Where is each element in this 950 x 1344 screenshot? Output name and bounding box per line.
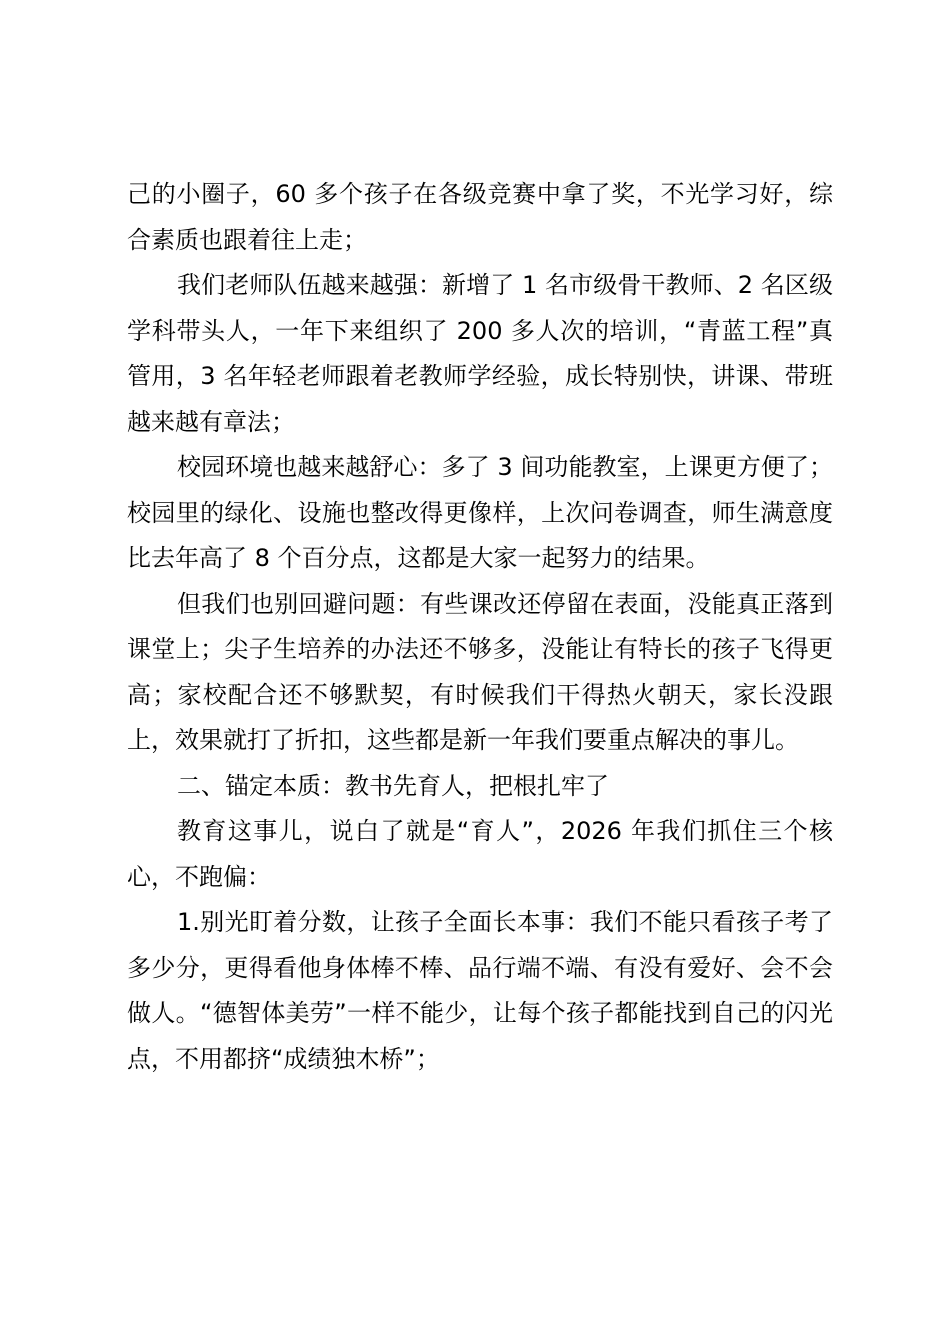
document-body xyxy=(127,172,833,1082)
paragraph-point-1: 1.别光盯着分数，让孩子全面长本事：我们不能只看孩子考了多少分，更得看他身体棒不棒、品行端不端、有没有爱好、会不会做人。“德智体美劳”一样不能少，让每个孩子都能找到自己的闪光点，不用都挤“成绩独木桥”； xyxy=(127,908,833,1073)
paragraph-campus: 校园环境也越来越舒心：多了 3 间功能教室，上课更方便了；校园里的绿化、设施也整改得更像样，上次问卷调查，师生满意度比去年高了 8 个百分点，这都是大家一起努力的结果。 xyxy=(127,453,833,572)
section-heading: 二、锚定本质：教书先育人，把根扎牢了 xyxy=(177,771,609,800)
paragraph-continuation: 己的小圈子，60 多个孩子在各级竞赛中拿了奖，不光学习好，综合素质也跟着往上走； xyxy=(127,180,833,254)
paragraph-education-intro: 教育这事儿，说白了就是“育人”，2026 年我们抓住三个核心，不跑偏： xyxy=(127,817,833,891)
paragraph-problems: 但我们也别回避问题：有些课改还停留在表面，没能真正落到课堂上；尖子生培养的办法还不够多，没能让有特长的孩子飞得更高；家校配合还不够默契，有时候我们干得热火朝天，家长没跟上，效果就打了折扣，这些都是新一年我们要重点解决的事儿。 xyxy=(127,589,833,754)
paragraph-teachers: 我们老师队伍越来越强：新增了 1 名市级骨干教师、2 名区级学科带头人，一年下来组织了 200 多人次的培训，“青蓝工程”真管用，3 名年轻老师跟着老教师学经验，成长特别快，讲课、带班越来越有章法； xyxy=(127,271,833,436)
